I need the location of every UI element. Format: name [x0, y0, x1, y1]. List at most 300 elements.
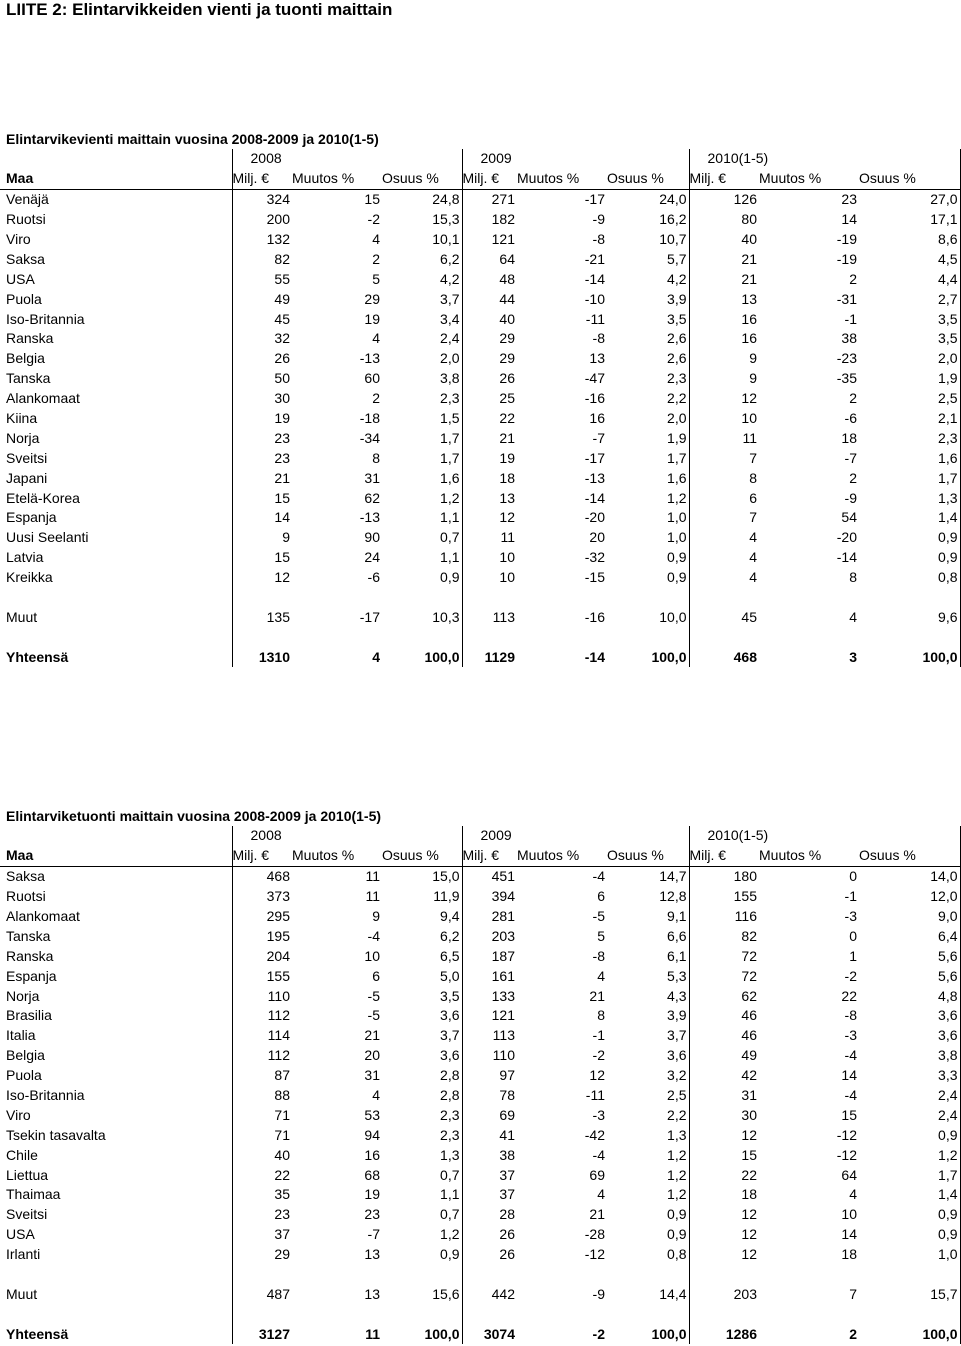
value-cell: 16	[689, 309, 759, 329]
empty-cell	[0, 588, 232, 608]
country-cell: Puola	[6, 1067, 42, 1084]
year-header-row	[0, 149, 960, 169]
country-cell: Iso-Britannia	[6, 1087, 85, 1104]
value-cell: 17,1	[859, 210, 960, 230]
year-label: 2010(1-5)	[689, 826, 759, 846]
value-cell: -9	[592, 211, 605, 228]
country-cell: Muut	[6, 608, 38, 625]
value-cell: -17	[584, 449, 605, 466]
value-cell: 22	[462, 409, 517, 429]
value-cell: -1	[592, 1027, 605, 1044]
value-cell: 3,6	[440, 1047, 460, 1064]
value-cell: 203	[462, 926, 517, 946]
value-cell: -11	[585, 1087, 605, 1104]
value-cell: 2,1	[859, 409, 960, 429]
value-cell: 12,8	[659, 888, 687, 905]
value-cell: 9,0	[859, 907, 960, 927]
value-cell: 1286	[689, 1324, 759, 1344]
value-cell: 12	[462, 508, 517, 528]
value-cell: -5	[592, 908, 605, 924]
value-cell: 204	[232, 946, 292, 966]
empty-cell	[0, 627, 232, 647]
value-cell: 2,3	[667, 370, 687, 387]
value-cell: 2,6	[667, 350, 687, 367]
country-cell: Norja	[6, 987, 40, 1004]
value-cell: 0,9	[440, 569, 460, 586]
value-cell: 11	[365, 888, 380, 905]
value-cell: 26	[232, 349, 292, 369]
empty-cell	[759, 588, 859, 608]
country-cell: Kreikka	[6, 569, 53, 586]
value-cell: -12	[836, 1146, 857, 1163]
country-cell: Venäjä	[6, 191, 49, 208]
value-cell: 6,1	[667, 947, 687, 964]
table-row	[0, 329, 960, 349]
value-cell: -12	[836, 1126, 857, 1143]
value-cell: 0	[849, 868, 857, 885]
table-row	[0, 508, 960, 528]
empty-cell	[859, 627, 960, 647]
table-row	[0, 926, 960, 946]
table-row	[0, 907, 960, 927]
value-cell: 22	[841, 987, 857, 1004]
value-cell: 13	[589, 350, 605, 367]
value-cell: 110	[462, 1046, 517, 1066]
empty-cell	[232, 1265, 292, 1285]
value-cell: 2	[849, 1325, 857, 1342]
value-cell: 1,7	[859, 468, 960, 488]
muutos-column-header: Muutos %	[517, 170, 580, 187]
value-cell: 40	[462, 309, 517, 329]
value-cell: 10,3	[432, 608, 460, 625]
country-cell: Alankomaat	[6, 908, 80, 924]
country-cell: Iso-Britannia	[6, 310, 85, 327]
country-cell: USA	[6, 1226, 35, 1243]
country-column-header: Maa	[6, 847, 34, 864]
value-cell: -6	[367, 569, 380, 586]
value-cell: 200	[232, 210, 292, 230]
value-cell: 113	[462, 1026, 517, 1046]
value-cell: -7	[844, 449, 857, 466]
value-cell: 10	[364, 947, 380, 964]
value-cell: 6	[689, 488, 759, 508]
table-row	[0, 428, 960, 448]
empty-cell	[382, 149, 462, 169]
value-cell: -16	[584, 390, 605, 407]
value-cell: 27,0	[859, 189, 960, 209]
value-cell: 3,3	[859, 1066, 960, 1086]
value-cell: 71	[232, 1105, 292, 1125]
value-cell: 38	[841, 330, 857, 347]
value-cell: 2,3	[859, 428, 960, 448]
value-cell: 78	[462, 1086, 517, 1106]
value-cell: 6	[372, 967, 380, 984]
value-cell: -17	[584, 191, 605, 208]
value-cell: 133	[462, 986, 517, 1006]
value-cell: 113	[462, 607, 517, 627]
value-cell: -3	[844, 908, 857, 924]
value-cell: 26	[462, 369, 517, 389]
value-cell: 0,9	[667, 1226, 687, 1243]
value-cell: 2,5	[667, 1087, 687, 1104]
value-cell: 0,7	[440, 1206, 460, 1223]
table-row	[0, 1145, 960, 1165]
empty-cell	[462, 1304, 517, 1324]
value-cell: 0,7	[440, 529, 460, 546]
value-cell: 22	[232, 1165, 292, 1185]
value-cell: 1,2	[859, 1145, 960, 1165]
value-cell: -15	[584, 569, 605, 586]
export-table-body	[0, 149, 960, 667]
value-cell: 5	[597, 927, 605, 944]
value-cell: 100,0	[424, 1325, 460, 1342]
value-cell: 0,9	[859, 1225, 960, 1245]
value-cell: -2	[367, 211, 380, 228]
value-cell: 54	[841, 509, 857, 526]
country-cell: Etelä-Korea	[6, 489, 80, 506]
country-cell: Uusi Seelanti	[6, 529, 89, 546]
value-cell: 10,7	[659, 231, 687, 247]
value-cell: 3,4	[440, 310, 460, 327]
osuus-column-header: Osuus %	[607, 170, 664, 187]
value-cell: 62	[364, 489, 380, 506]
value-cell: 53	[364, 1106, 380, 1123]
value-cell: 11,9	[433, 888, 460, 905]
value-cell: 72	[689, 946, 759, 966]
empty-cell	[292, 1265, 382, 1285]
value-cell: 15,6	[432, 1285, 460, 1302]
value-cell: 110	[232, 986, 292, 1006]
value-cell: 182	[462, 210, 517, 230]
value-cell: 1310	[232, 647, 292, 667]
country-cell: Yhteensä	[6, 648, 69, 665]
value-cell: 14,4	[659, 1285, 687, 1302]
empty-cell	[689, 1265, 759, 1285]
value-cell: 5,7	[667, 250, 687, 267]
table-row	[0, 448, 960, 468]
value-cell: 19	[364, 1186, 380, 1203]
value-cell: 2,4	[859, 1086, 960, 1106]
value-cell: 16	[689, 329, 759, 349]
country-cell: Latvia	[6, 549, 44, 566]
empty-cell	[607, 1265, 689, 1285]
value-cell: 88	[232, 1086, 292, 1106]
country-cell: Thaimaa	[6, 1186, 61, 1203]
value-cell: 69	[589, 1166, 605, 1183]
value-cell: 3,6	[440, 1007, 460, 1024]
value-cell: 21	[589, 1206, 605, 1223]
empty-cell	[382, 826, 462, 846]
value-cell: 20	[589, 529, 605, 546]
value-cell: 1129	[462, 647, 517, 667]
value-cell: 3,5	[859, 309, 960, 329]
value-cell: 271	[462, 189, 517, 209]
empty-cell	[759, 826, 859, 846]
country-cell: Belgia	[6, 350, 45, 367]
value-cell: -7	[592, 429, 605, 446]
value-cell: 37	[232, 1225, 292, 1245]
value-cell: 4	[597, 967, 605, 984]
value-cell: 1,0	[859, 1245, 960, 1265]
value-cell: 71	[232, 1125, 292, 1145]
osuus-column-header: Osuus %	[859, 846, 960, 866]
value-cell: 45	[232, 309, 292, 329]
empty-cell	[607, 149, 689, 169]
value-cell: 72	[689, 966, 759, 986]
value-cell: 29	[232, 1245, 292, 1265]
value-cell: 24	[364, 549, 380, 566]
value-cell: 82	[232, 249, 292, 269]
value-cell: 10,1	[432, 231, 460, 247]
country-cell: Liettua	[6, 1166, 49, 1183]
value-cell: 2	[372, 390, 380, 407]
value-cell: -9	[844, 489, 857, 506]
value-cell: 64	[841, 1166, 857, 1183]
value-cell: 30	[232, 389, 292, 409]
value-cell: 6,2	[440, 927, 460, 944]
table-row	[0, 887, 960, 907]
table-row	[0, 249, 960, 269]
value-cell: 8	[849, 569, 857, 586]
value-cell: 23	[232, 1205, 292, 1225]
value-cell: 18	[841, 1246, 857, 1263]
value-cell: 15,7	[859, 1284, 960, 1304]
value-cell: 24,8	[432, 191, 460, 208]
value-cell: 19	[232, 409, 292, 429]
value-cell: 15	[364, 191, 380, 208]
value-cell: 135	[232, 607, 292, 627]
country-cell: Chile	[6, 1146, 38, 1163]
value-cell: 25	[462, 389, 517, 409]
value-cell: 94	[364, 1126, 380, 1143]
table-row	[0, 1086, 960, 1106]
value-cell: 12	[689, 1125, 759, 1145]
year-label: 2010(1-5)	[689, 149, 759, 169]
value-cell: 40	[689, 230, 759, 250]
table-row	[0, 1205, 960, 1225]
year-label: 2009	[462, 826, 517, 846]
value-cell: 0,7	[440, 1166, 460, 1183]
empty-cell	[0, 1304, 232, 1324]
value-cell: 14	[232, 508, 292, 528]
value-cell: 3,5	[859, 329, 960, 349]
value-cell: 15	[232, 488, 292, 508]
value-cell: 41	[462, 1125, 517, 1145]
value-cell: 161	[462, 966, 517, 986]
value-cell: 29	[462, 329, 517, 349]
value-cell: 155	[689, 887, 759, 907]
empty-cell	[759, 1265, 859, 1285]
value-cell: 100,0	[859, 1324, 960, 1344]
value-cell: 3,8	[440, 370, 460, 387]
value-cell: 2	[372, 250, 380, 267]
country-cell: Saksa	[6, 250, 45, 267]
value-cell: 6,6	[667, 927, 687, 944]
table-row	[0, 1225, 960, 1245]
country-cell: Espanja	[6, 967, 57, 984]
total-row	[0, 1324, 960, 1344]
country-cell: Norja	[6, 429, 40, 446]
table-row	[0, 568, 960, 588]
value-cell: -1	[844, 310, 857, 327]
value-cell: -7	[367, 1226, 380, 1243]
value-cell: -3	[592, 1106, 605, 1123]
table-row	[0, 409, 960, 429]
value-cell: 82	[689, 926, 759, 946]
value-cell: 155	[232, 966, 292, 986]
value-cell: 1,7	[440, 449, 460, 466]
table-row	[0, 468, 960, 488]
value-cell: 69	[462, 1105, 517, 1125]
value-cell: 1,4	[859, 1185, 960, 1205]
value-cell: 2	[849, 469, 857, 486]
value-cell: 2	[849, 270, 857, 287]
other-row	[0, 607, 960, 627]
empty-cell	[859, 1304, 960, 1324]
value-cell: 29	[462, 349, 517, 369]
osuus-column-header: Osuus %	[607, 847, 664, 864]
value-cell: 6,5	[440, 947, 460, 964]
value-cell: 3127	[232, 1324, 292, 1344]
value-cell: -4	[844, 1047, 857, 1064]
table-row	[0, 289, 960, 309]
country-cell: Viro	[6, 231, 31, 247]
country-cell: Japani	[6, 469, 48, 486]
country-cell: Ranska	[6, 330, 54, 347]
empty-cell	[292, 826, 382, 846]
value-cell: -2	[592, 1325, 605, 1342]
value-cell: 6	[597, 888, 605, 905]
import-table-title: Elintarviketuonti maittain vuosina 2008-2009 ja 2010(1-5)	[6, 808, 382, 824]
value-cell: 4	[849, 608, 857, 625]
milj-column-header: Milj. €	[462, 169, 517, 189]
value-cell: 23	[232, 428, 292, 448]
empty-cell	[517, 149, 607, 169]
value-cell: 2,5	[859, 389, 960, 409]
empty-cell	[382, 1304, 462, 1324]
value-cell: 28	[462, 1205, 517, 1225]
value-cell: 3,6	[667, 1047, 687, 1064]
value-cell: 3,5	[667, 310, 687, 327]
value-cell: 30	[689, 1105, 759, 1125]
value-cell: 2	[849, 390, 857, 407]
muutos-column-header: Muutos %	[759, 170, 822, 187]
table-row	[0, 389, 960, 409]
value-cell: 16,2	[659, 211, 687, 228]
value-cell: 0,9	[667, 1206, 687, 1223]
empty-cell	[292, 149, 382, 169]
value-cell: 11	[689, 428, 759, 448]
value-cell: 11	[365, 868, 380, 885]
country-cell: Alankomaat	[6, 390, 80, 407]
value-cell: -18	[359, 410, 380, 427]
value-cell: 0,9	[440, 1246, 460, 1263]
empty-cell	[859, 149, 960, 169]
table-row	[0, 210, 960, 230]
value-cell: 0,8	[859, 568, 960, 588]
table-row	[0, 369, 960, 389]
value-cell: 7	[689, 448, 759, 468]
value-cell: 0,9	[859, 528, 960, 548]
empty-cell	[607, 627, 689, 647]
value-cell: 5,6	[859, 966, 960, 986]
empty-cell	[382, 588, 462, 608]
milj-column-header: Milj. €	[462, 846, 517, 866]
import-table	[0, 826, 961, 1344]
value-cell: 2,2	[667, 390, 687, 407]
value-cell: 4,3	[667, 987, 687, 1004]
value-cell: 15	[689, 1145, 759, 1165]
country-cell: Brasilia	[6, 1007, 52, 1024]
value-cell: -14	[836, 549, 857, 566]
spacer-row	[0, 627, 960, 647]
country-cell: Sveitsi	[6, 449, 48, 466]
value-cell: 4,8	[859, 986, 960, 1006]
value-cell: 8	[372, 449, 380, 466]
table-row	[0, 230, 960, 250]
value-cell: -5	[367, 1007, 380, 1024]
empty-cell	[382, 1265, 462, 1285]
country-cell: Tanska	[6, 927, 51, 944]
value-cell: -9	[592, 1285, 605, 1302]
empty-cell	[689, 588, 759, 608]
value-cell: 0,9	[667, 569, 687, 586]
value-cell: 100,0	[424, 648, 460, 665]
value-cell: 2,3	[440, 1126, 460, 1143]
table-row	[0, 269, 960, 289]
value-cell: 187	[462, 946, 517, 966]
value-cell: 100,0	[859, 647, 960, 667]
table-row	[0, 946, 960, 966]
table-row	[0, 528, 960, 548]
value-cell: 1,2	[667, 489, 687, 506]
table-row	[0, 189, 960, 209]
value-cell: 2,0	[859, 349, 960, 369]
value-cell: 90	[364, 529, 380, 546]
value-cell: 4	[689, 568, 759, 588]
value-cell: 18	[462, 468, 517, 488]
value-cell: 100,0	[651, 648, 687, 665]
value-cell: -17	[359, 608, 380, 625]
page-title: LIITE 2: Elintarvikkeiden vienti ja tuonti maittain	[6, 0, 393, 19]
empty-cell	[462, 1265, 517, 1285]
value-cell: 1,2	[667, 1186, 687, 1203]
value-cell: 18	[689, 1185, 759, 1205]
value-cell: 14	[841, 1226, 857, 1243]
empty-cell	[759, 1304, 859, 1324]
value-cell: 2,0	[440, 350, 460, 367]
value-cell: 3,2	[667, 1067, 687, 1084]
value-cell: -12	[584, 1246, 605, 1263]
value-cell: 0,9	[859, 548, 960, 568]
column-header-row	[0, 846, 960, 866]
value-cell: 0,9	[859, 1205, 960, 1225]
value-cell: 18	[841, 429, 857, 446]
country-cell: Yhteensä	[6, 1325, 69, 1342]
value-cell: 1,1	[440, 549, 460, 566]
value-cell: 46	[689, 1006, 759, 1026]
value-cell: 55	[232, 269, 292, 289]
value-cell: 32	[232, 329, 292, 349]
value-cell: 62	[689, 986, 759, 1006]
value-cell: 9,6	[859, 607, 960, 627]
value-cell: 12	[689, 1205, 759, 1225]
value-cell: 16	[364, 1146, 380, 1163]
value-cell: 9,4	[440, 908, 460, 924]
value-cell: 12	[689, 1225, 759, 1245]
value-cell: 29	[364, 290, 380, 307]
value-cell: -4	[844, 1087, 857, 1104]
